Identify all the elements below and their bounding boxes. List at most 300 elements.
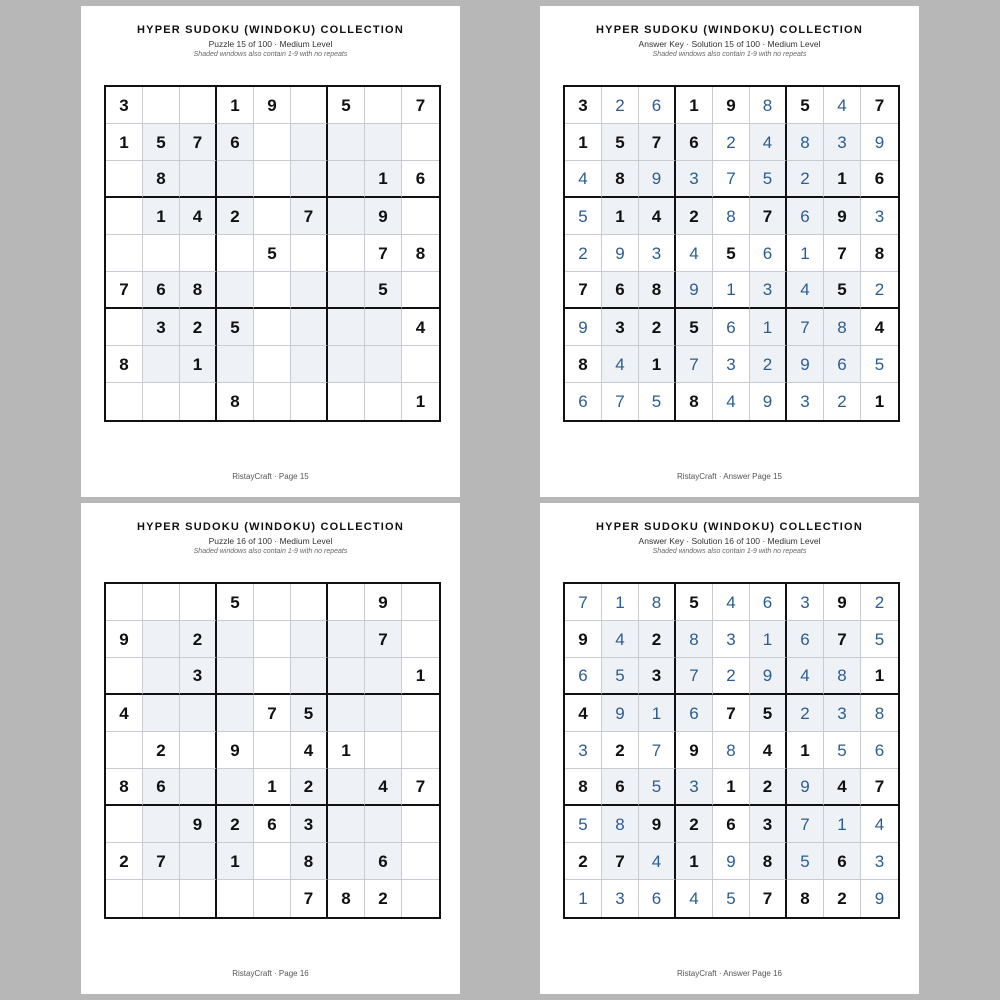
grid-cell	[143, 383, 180, 420]
grid-cell: 4	[602, 621, 639, 658]
grid-cell: 1	[254, 769, 291, 806]
grid-cell: 5	[602, 124, 639, 161]
grid-cell: 9	[602, 235, 639, 272]
grid-cell	[402, 806, 439, 843]
grid-cell: 2	[365, 880, 402, 917]
grid-cell: 5	[565, 198, 602, 235]
grid-cell: 2	[713, 658, 750, 695]
grid-cell: 5	[291, 695, 328, 732]
grid-cell: 3	[565, 87, 602, 124]
grid-cell: 3	[861, 843, 898, 880]
grid-cell: 2	[565, 235, 602, 272]
grid-cell: 2	[676, 806, 713, 843]
grid-cell: 5	[750, 695, 787, 732]
grid-cell	[254, 383, 291, 420]
grid-cell	[254, 843, 291, 880]
grid-cell: 1	[874, 392, 885, 411]
grid-cell: 8	[861, 235, 898, 272]
grid-cell: 3	[602, 880, 639, 917]
grid-cell: 4	[713, 383, 750, 420]
grid-cell: 2	[180, 621, 217, 658]
grid-cell	[180, 161, 217, 198]
grid-cell: 4	[639, 843, 676, 880]
grid-cell: 3	[787, 383, 824, 420]
grid-cell	[402, 584, 439, 621]
grid-cell: 8	[328, 880, 365, 917]
grid-cell	[328, 235, 365, 272]
grid-cell: 5	[713, 880, 750, 917]
grid-cell: 7	[824, 621, 861, 658]
grid-cell	[328, 309, 365, 346]
grid-cell: 6	[676, 124, 713, 161]
grid-cell: 6	[750, 584, 787, 621]
grid-cell	[254, 309, 291, 346]
grid-cell: 1	[143, 198, 180, 235]
grid-cell	[106, 584, 143, 621]
grid-cell	[180, 769, 217, 806]
grid-cell: 9	[676, 732, 713, 769]
grid-cell: 2	[180, 309, 217, 346]
grid-cell: 1	[180, 346, 217, 383]
sudoku-grid	[104, 582, 441, 919]
grid-cell: 9	[180, 806, 217, 843]
grid-cell: 4	[861, 309, 898, 346]
grid-cell: 9	[874, 889, 885, 908]
grid-cell: 1	[602, 584, 639, 621]
grid-cell	[106, 880, 143, 917]
grid-cell: 3	[861, 198, 898, 235]
page-note: Shaded windows also contain 1-9 with no repeats	[652, 548, 807, 555]
grid-cell: 6	[602, 272, 639, 309]
grid-cell: 6	[565, 658, 602, 695]
grid-cell	[143, 695, 180, 732]
grid-cell: 8	[713, 732, 750, 769]
grid-cell: 4	[676, 880, 713, 917]
grid-cell: 2	[750, 769, 787, 806]
grid-cell: 3	[824, 695, 861, 732]
grid-cell	[291, 309, 328, 346]
grid-cell	[402, 198, 439, 235]
grid-cell	[180, 383, 217, 420]
grid-cell: 2	[106, 843, 143, 880]
page-note: Shaded windows also contain 1-9 with no repeats	[652, 51, 807, 58]
grid-cell: 9	[565, 621, 602, 658]
grid-cell: 9	[713, 843, 750, 880]
grid-cell	[143, 584, 180, 621]
grid-cell: 7	[602, 843, 639, 880]
grid-cell	[254, 272, 291, 309]
grid-cell: 3	[787, 584, 824, 621]
grid-cell: 6	[565, 383, 602, 420]
grid-cell	[291, 161, 328, 198]
grid-cell: 9	[254, 87, 291, 124]
sudoku-grid	[563, 85, 900, 422]
grid-cell: 1	[106, 124, 143, 161]
page-subtitle: Puzzle 15 of 100 · Medium Level	[208, 39, 333, 49]
grid-cell: 8	[861, 695, 898, 732]
grid-cell: 1	[565, 124, 602, 161]
grid-cell: 7	[106, 272, 143, 309]
grid-cell: 4	[365, 769, 402, 806]
grid-cell	[365, 124, 402, 161]
grid-cell: 8	[787, 880, 824, 917]
grid-cell: 1	[639, 695, 676, 732]
grid-cell: 5	[602, 658, 639, 695]
grid-cell	[402, 843, 439, 880]
grid-cell	[217, 272, 254, 309]
grid-cell: 4	[824, 87, 861, 124]
grid-cell	[402, 346, 439, 383]
grid-cell: 8	[750, 87, 787, 124]
grid-cell	[402, 732, 439, 769]
grid-cell: 7	[565, 272, 602, 309]
grid-cell	[291, 346, 328, 383]
grid-cell: 4	[824, 769, 861, 806]
grid-cell: 8	[824, 658, 861, 695]
grid-cell	[217, 621, 254, 658]
grid-cell: 8	[713, 198, 750, 235]
grid-cell: 2	[639, 309, 676, 346]
grid-cell	[402, 621, 439, 658]
grid-cell	[402, 124, 439, 161]
grid-cell: 5	[565, 806, 602, 843]
grid-cell: 6	[639, 87, 676, 124]
grid-cell: 7	[787, 309, 824, 346]
grid-cell	[217, 161, 254, 198]
grid-cell: 7	[713, 695, 750, 732]
grid-cell: 4	[565, 161, 602, 198]
grid-cell: 2	[861, 272, 898, 309]
grid-cell	[106, 732, 143, 769]
grid-cell	[365, 87, 402, 124]
grid-cell: 2	[861, 584, 898, 621]
grid-cell	[217, 235, 254, 272]
grid-cell: 6	[750, 235, 787, 272]
grid-cell: 9	[365, 584, 402, 621]
grid-cell: 4	[565, 695, 602, 732]
answer-page-15	[540, 6, 919, 497]
grid-cell: 8	[750, 843, 787, 880]
grid-cell: 5	[254, 235, 291, 272]
answer-page-16	[540, 503, 919, 994]
grid-cell: 2	[602, 87, 639, 124]
grid-cell: 1	[713, 272, 750, 309]
grid-cell: 9	[639, 806, 676, 843]
grid-cell: 8	[106, 346, 143, 383]
page-title: HYPER SUDOKU (WINDOKU) COLLECTION	[137, 24, 404, 36]
grid-cell	[328, 658, 365, 695]
grid-cell: 1	[402, 658, 439, 695]
grid-cell: 7	[180, 124, 217, 161]
grid-cell: 3	[143, 309, 180, 346]
grid-cell	[365, 658, 402, 695]
grid-cell: 9	[787, 769, 824, 806]
grid-cell: 7	[750, 880, 787, 917]
grid-cell: 8	[639, 584, 676, 621]
grid-cell: 7	[402, 87, 439, 124]
grid-cell: 7	[713, 161, 750, 198]
grid-cell	[291, 272, 328, 309]
grid-cell: 6	[217, 124, 254, 161]
grid-cell	[328, 383, 365, 420]
grid-cell: 4	[291, 732, 328, 769]
grid-cell	[143, 235, 180, 272]
grid-cell	[254, 658, 291, 695]
grid-cell: 1	[602, 198, 639, 235]
grid-cell: 6	[676, 695, 713, 732]
grid-cell: 4	[861, 806, 898, 843]
grid-cell: 2	[143, 732, 180, 769]
grid-cell	[328, 695, 365, 732]
grid-cell: 3	[106, 87, 143, 124]
grid-cell: 3	[676, 769, 713, 806]
grid-cell: 5	[713, 235, 750, 272]
grid-cell	[328, 161, 365, 198]
grid-cell	[365, 806, 402, 843]
puzzle-page-15	[81, 6, 460, 497]
grid-cell	[254, 161, 291, 198]
page-note: Shaded windows also contain 1-9 with no repeats	[193, 51, 348, 58]
grid-cell: 5	[676, 309, 713, 346]
grid-cell	[402, 880, 439, 917]
grid-cell: 7	[402, 769, 439, 806]
grid-cell: 4	[750, 732, 787, 769]
page-title: HYPER SUDOKU (WINDOKU) COLLECTION	[596, 24, 863, 36]
grid-cell	[106, 309, 143, 346]
grid-cell: 3	[713, 346, 750, 383]
grid-cell	[328, 198, 365, 235]
grid-cell: 3	[180, 658, 217, 695]
grid-cell: 2	[565, 843, 602, 880]
grid-cell: 5	[217, 584, 254, 621]
grid-cell: 6	[824, 843, 861, 880]
grid-cell	[180, 732, 217, 769]
grid-cell: 6	[143, 272, 180, 309]
grid-cell	[254, 198, 291, 235]
page-subtitle: Answer Key · Solution 16 of 100 · Medium Level	[638, 536, 821, 546]
grid-cell: 3	[750, 272, 787, 309]
grid-cell: 3	[291, 806, 328, 843]
grid-cell	[291, 124, 328, 161]
grid-cell: 8	[602, 806, 639, 843]
grid-cell: 9	[861, 124, 898, 161]
grid-cell: 4	[602, 346, 639, 383]
grid-cell: 5	[328, 87, 365, 124]
grid-cell: 6	[824, 346, 861, 383]
grid-cell	[217, 658, 254, 695]
grid-cell: 9	[787, 346, 824, 383]
grid-cell: 2	[217, 198, 254, 235]
grid-cell: 6	[143, 769, 180, 806]
grid-cell: 6	[861, 161, 898, 198]
grid-cell: 5	[824, 272, 861, 309]
grid-cell: 7	[750, 198, 787, 235]
grid-cell: 4	[180, 198, 217, 235]
grid-cell	[365, 383, 402, 420]
grid-cell: 1	[639, 346, 676, 383]
grid-cell	[143, 87, 180, 124]
grid-cell: 6	[787, 621, 824, 658]
grid-cell: 2	[676, 198, 713, 235]
grid-cell: 1	[824, 161, 861, 198]
grid-cell	[143, 880, 180, 917]
page-footer: RistayCraft · Page 16	[232, 969, 309, 978]
grid-cell: 6	[713, 309, 750, 346]
grid-cell: 2	[824, 383, 861, 420]
grid-cell	[180, 235, 217, 272]
grid-cell: 6	[402, 161, 439, 198]
grid-cell: 5	[824, 732, 861, 769]
grid-cell	[328, 769, 365, 806]
grid-cell	[217, 769, 254, 806]
grid-cell	[254, 346, 291, 383]
grid-cell: 3	[565, 732, 602, 769]
grid-cell: 9	[824, 584, 861, 621]
grid-cell: 5	[676, 584, 713, 621]
sudoku-grid	[104, 85, 441, 422]
grid-cell: 6	[639, 880, 676, 917]
grid-cell: 7	[565, 584, 602, 621]
page-note: Shaded windows also contain 1-9 with no repeats	[193, 548, 348, 555]
grid-cell: 4	[402, 309, 439, 346]
grid-cell: 7	[291, 198, 328, 235]
grid-cell: 8	[402, 235, 439, 272]
grid-cell: 7	[639, 124, 676, 161]
grid-cell: 9	[639, 161, 676, 198]
grid-cell: 5	[787, 843, 824, 880]
grid-cell: 2	[217, 806, 254, 843]
grid-cell: 3	[713, 621, 750, 658]
grid-cell: 7	[676, 346, 713, 383]
grid-cell: 2	[787, 695, 824, 732]
grid-cell: 2	[602, 732, 639, 769]
page-subtitle: Puzzle 16 of 100 · Medium Level	[208, 536, 333, 546]
grid-cell: 8	[106, 769, 143, 806]
grid-cell	[365, 732, 402, 769]
grid-cell: 9	[750, 658, 787, 695]
grid-cell: 8	[676, 383, 713, 420]
grid-cell: 1	[787, 732, 824, 769]
grid-cell: 1	[217, 843, 254, 880]
grid-cell: 4	[106, 695, 143, 732]
grid-cell	[106, 235, 143, 272]
grid-cell: 4	[639, 198, 676, 235]
grid-cell	[180, 843, 217, 880]
grid-cell: 9	[106, 621, 143, 658]
grid-cell: 8	[291, 843, 328, 880]
grid-cell: 6	[602, 769, 639, 806]
grid-cell	[254, 584, 291, 621]
grid-cell: 9	[365, 198, 402, 235]
grid-cell: 5	[861, 346, 898, 383]
grid-cell: 5	[861, 621, 898, 658]
grid-cell: 3	[639, 235, 676, 272]
grid-cell	[291, 658, 328, 695]
grid-cell: 4	[787, 658, 824, 695]
grid-cell	[291, 235, 328, 272]
grid-cell	[254, 124, 291, 161]
grid-cell: 5	[787, 87, 824, 124]
grid-cell: 7	[143, 843, 180, 880]
grid-cell: 4	[750, 124, 787, 161]
grid-cell: 2	[291, 769, 328, 806]
grid-cell: 9	[217, 732, 254, 769]
grid-cell	[254, 880, 291, 917]
page-title: HYPER SUDOKU (WINDOKU) COLLECTION	[137, 521, 404, 533]
grid-cell	[180, 87, 217, 124]
grid-cell: 4	[676, 235, 713, 272]
grid-cell: 9	[824, 198, 861, 235]
grid-cell: 9	[602, 695, 639, 732]
grid-cell	[143, 346, 180, 383]
grid-cell: 4	[713, 584, 750, 621]
grid-cell	[106, 161, 143, 198]
grid-cell: 2	[824, 880, 861, 917]
grid-cell	[328, 584, 365, 621]
grid-cell	[328, 272, 365, 309]
grid-cell: 2	[787, 161, 824, 198]
grid-cell: 7	[639, 732, 676, 769]
grid-cell: 9	[676, 272, 713, 309]
grid-cell: 8	[602, 161, 639, 198]
grid-cell	[217, 346, 254, 383]
grid-cell: 2	[639, 621, 676, 658]
grid-cell: 3	[602, 309, 639, 346]
grid-cell: 1	[365, 161, 402, 198]
grid-cell: 6	[254, 806, 291, 843]
grid-cell	[180, 695, 217, 732]
grid-cell: 9	[713, 87, 750, 124]
grid-cell	[143, 806, 180, 843]
grid-cell	[217, 880, 254, 917]
grid-cell	[106, 383, 143, 420]
grid-cell	[254, 621, 291, 658]
grid-cell: 5	[750, 161, 787, 198]
grid-cell: 3	[824, 124, 861, 161]
grid-cell	[328, 124, 365, 161]
grid-cell	[402, 272, 439, 309]
grid-cell: 4	[787, 272, 824, 309]
grid-cell: 5	[365, 272, 402, 309]
grid-cell	[365, 346, 402, 383]
grid-cell	[106, 806, 143, 843]
grid-cell	[291, 584, 328, 621]
grid-cell: 3	[639, 658, 676, 695]
grid-cell	[328, 843, 365, 880]
grid-cell: 1	[328, 732, 365, 769]
grid-cell: 5	[143, 124, 180, 161]
grid-cell: 8	[180, 272, 217, 309]
grid-cell: 1	[824, 806, 861, 843]
grid-cell: 7	[602, 383, 639, 420]
grid-cell: 7	[824, 235, 861, 272]
grid-cell: 6	[861, 732, 898, 769]
grid-cell	[143, 621, 180, 658]
grid-cell: 3	[676, 161, 713, 198]
grid-cell: 8	[824, 309, 861, 346]
grid-cell: 7	[861, 87, 898, 124]
grid-cell: 9	[750, 383, 787, 420]
grid-cell: 8	[565, 769, 602, 806]
grid-cell: 2	[713, 124, 750, 161]
grid-cell	[254, 732, 291, 769]
grid-cell: 2	[750, 346, 787, 383]
grid-cell	[143, 658, 180, 695]
grid-cell: 1	[565, 880, 602, 917]
grid-cell: 8	[639, 272, 676, 309]
grid-cell	[291, 87, 328, 124]
page-footer: RistayCraft · Answer Page 15	[677, 472, 782, 481]
